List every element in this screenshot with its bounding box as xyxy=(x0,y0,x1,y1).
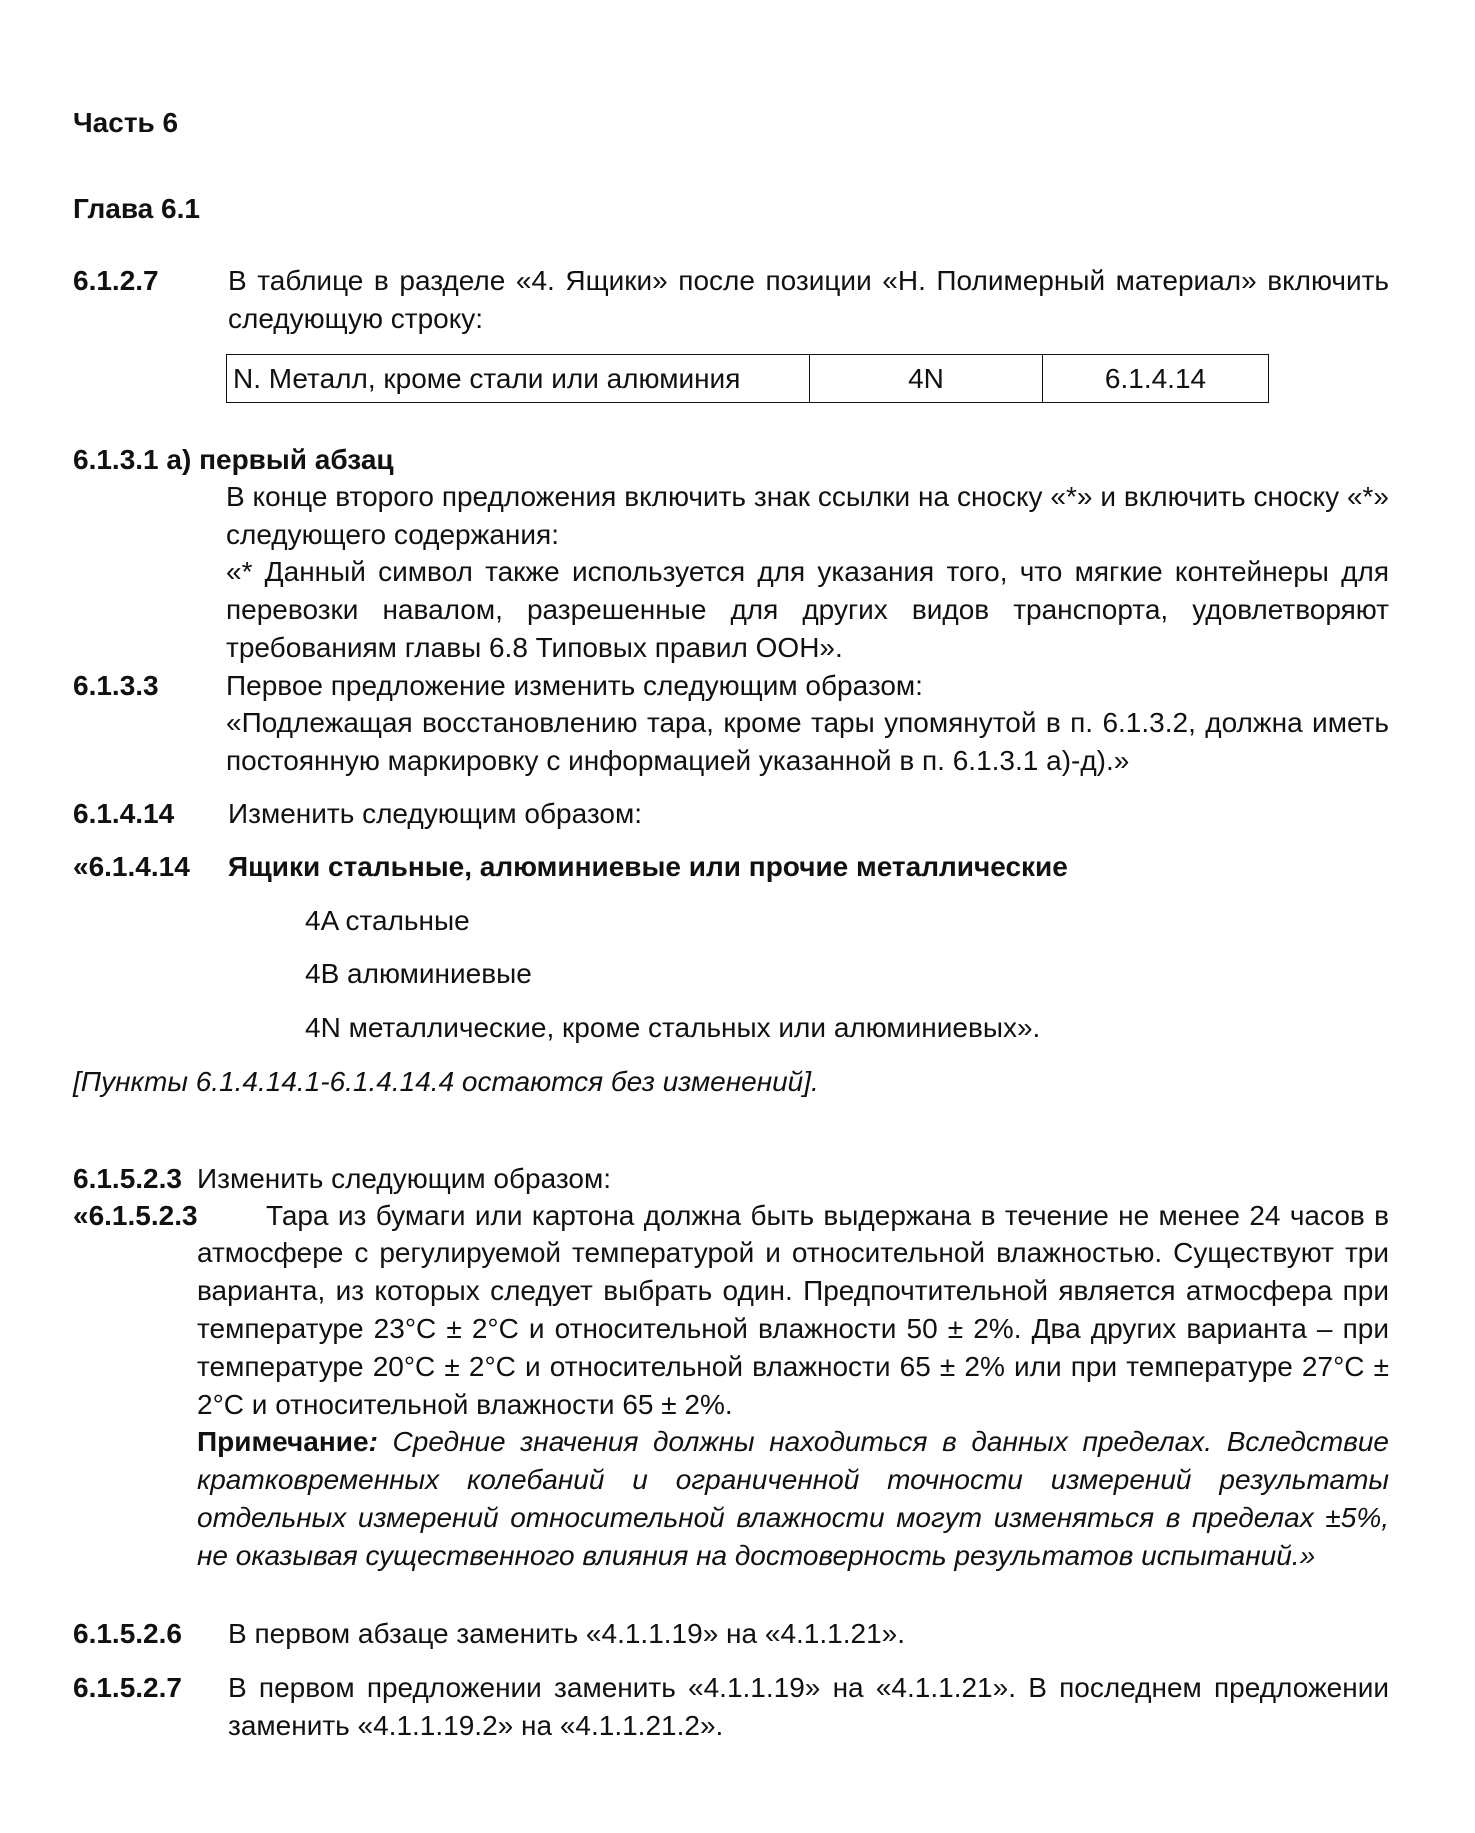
section-heading-6131: 6.1.3.1 a) первый абзац xyxy=(73,444,394,475)
list-item: 4A стальные xyxy=(305,905,470,936)
section-text-61526: В первом абзаце заменить «4.1.1.19» на «4.1.1.21». xyxy=(228,1618,905,1649)
note-paragraph-61523 xyxy=(197,1423,1389,1575)
quote-title-61414: Ящики стальные, алюминиевые или прочие металлические xyxy=(228,851,1068,882)
table-cell-paragraph: 6.1.4.14 xyxy=(1043,355,1269,403)
section-text-6133-b: «Подлежащая восстановлению тара, кроме тары упомянутой в п. 6.1.3.2, должна иметь постоянную маркировку с информацией указанной в п. 6.1.3.1 а)-д).» xyxy=(226,707,1389,776)
section-text-6131-a: В конце второго предложения включить знак ссылки на сноску «*» и включить сноску «*» следующего содержания: xyxy=(226,481,1389,550)
table-cell-code: 4N xyxy=(810,355,1043,403)
list-item: 4N металлические, кроме стальных или алюминиевых». xyxy=(305,1012,1041,1043)
note-text: Средние значения должны находиться в данных пределах. Вследствие кратковременных колебаний и ограниченной точности измерений результаты отдельных измерений относительной влажности могут изменяться в пределах ±5%, не оказывая существенного влияния на достоверность результатов испытаний.» xyxy=(197,1426,1389,1571)
quote-number-61523: «6.1.5.2.3 xyxy=(73,1200,198,1231)
section-number-6133: 6.1.3.3 xyxy=(73,670,159,701)
table-row xyxy=(227,355,1269,403)
quote-text-61523-first-line: Тара из бумаги или картона должна быть выдержана в течение не менее 24 часов в xyxy=(266,1200,1389,1231)
section-text-6131-b: «* Данный символ также используется для указания того, что мягкие контейнеры для перевозки навалом, разрешенные для других видов транспорта, удовлетворяют требованиям главы 6.8 Типовых правил ООН». xyxy=(226,556,1389,663)
chapter-heading: Глава 6.1 xyxy=(73,193,200,224)
table-cell-material: N. Металл, кроме стали или алюминия xyxy=(227,355,810,403)
note-colon: : xyxy=(368,1426,378,1457)
inserted-table-row xyxy=(226,354,1269,403)
editorial-note-61414: [Пункты 6.1.4.14.1-6.1.4.14.4 остаются без изменений]. xyxy=(73,1066,819,1097)
note-label: Примечание xyxy=(197,1426,369,1457)
section-number-61414: 6.1.4.14 xyxy=(73,798,175,829)
quote-number-61414: «6.1.4.14 xyxy=(73,851,190,882)
section-text-6127: В таблице в разделе «4. Ящики» после позиции «H. Полимерный материал» включить следующую строку: xyxy=(228,265,1389,334)
list-item: 4B алюминиевые xyxy=(305,958,532,989)
quote-text-61523: атмосфере с регулируемой температурой и относительной влажностью. Существуют три варианта, из которых следует выбрать один. Предпочтительной является атмосфера при температуре 23°C ± 2°C и относительной влажности 50 ± 2%. Два других варианта – при температуре 20°C ± 2°C и относительной влажности 65 ± 2% или при температуре 27°C ± 2°C и относительной влажности 65 ± 2%. xyxy=(197,1237,1389,1420)
section-text-61414: Изменить следующим образом: xyxy=(228,798,642,829)
section-text-6133-a: Первое предложение изменить следующим образом: xyxy=(226,670,923,701)
section-number-61527: 6.1.5.2.7 xyxy=(73,1672,182,1703)
section-number-61526: 6.1.5.2.6 xyxy=(73,1618,182,1649)
section-number-6127: 6.1.2.7 xyxy=(73,265,159,296)
part-heading: Часть 6 xyxy=(73,107,179,138)
section-text-61523: Изменить следующим образом: xyxy=(197,1163,611,1194)
section-text-61527: В первом предложении заменить «4.1.1.19» на «4.1.1.21». В последнем предложении заменить «4.1.1.19.2» на «4.1.1.21.2». xyxy=(228,1672,1389,1741)
section-number-61523: 6.1.5.2.3 xyxy=(73,1163,182,1194)
